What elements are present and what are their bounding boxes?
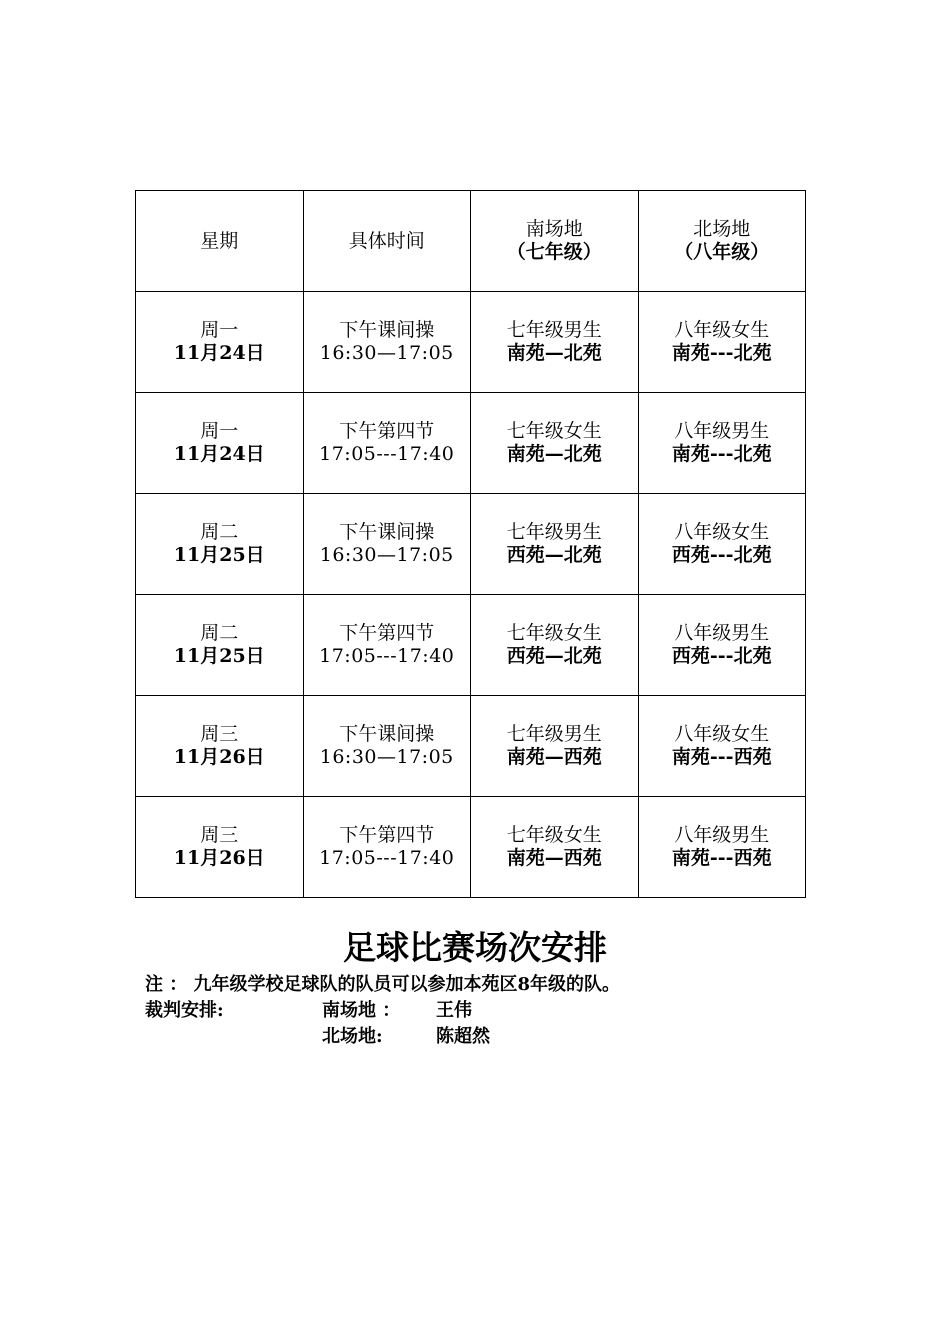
south-team: 七年级男生 — [506, 521, 602, 543]
schedule-table — [135, 190, 806, 898]
north-cell — [638, 797, 806, 898]
day-cell — [136, 292, 304, 393]
north-team: 八年级女生 — [674, 521, 770, 543]
south-match: 南苑—北苑 — [506, 342, 602, 364]
header-time — [303, 191, 471, 292]
time-cell — [303, 797, 471, 898]
south-cell — [471, 494, 639, 595]
period: 下午课间操 — [339, 521, 435, 543]
table-row — [136, 797, 806, 898]
north-match: 南苑---北苑 — [671, 443, 772, 465]
south-cell — [471, 393, 639, 494]
period: 下午课间操 — [339, 319, 435, 341]
north-match: 西苑---北苑 — [671, 645, 772, 667]
north-match: 南苑---西苑 — [671, 847, 772, 869]
time-cell — [303, 393, 471, 494]
table-row — [136, 292, 806, 393]
header-north-label: 北场地 — [693, 218, 751, 240]
north-cell — [638, 292, 806, 393]
north-match: 南苑---北苑 — [671, 342, 772, 364]
header-south-label: 南场地 — [525, 218, 583, 240]
header-north-grade: （八年级） — [674, 241, 770, 263]
time-range: 16:30—17:05 — [319, 342, 454, 364]
south-team: 七年级女生 — [506, 622, 602, 644]
weekday: 周二 — [200, 622, 239, 644]
date: 11月25日 — [173, 645, 265, 667]
table-row — [136, 494, 806, 595]
south-match: 西苑—北苑 — [506, 544, 602, 566]
period: 下午第四节 — [339, 622, 435, 644]
day-cell — [136, 595, 304, 696]
time-cell — [303, 494, 471, 595]
table-row — [136, 696, 806, 797]
south-team: 七年级女生 — [506, 420, 602, 442]
header-south-field — [471, 191, 639, 292]
weekday: 周一 — [200, 420, 239, 442]
north-cell — [638, 494, 806, 595]
table-header-row — [136, 191, 806, 292]
day-cell — [136, 696, 304, 797]
page-title: 足球比赛场次安排 — [343, 928, 607, 967]
table-row — [136, 595, 806, 696]
referee-north-label: 北场地: — [322, 1026, 383, 1047]
weekday: 周三 — [200, 824, 239, 846]
north-team: 八年级男生 — [674, 622, 770, 644]
north-match: 南苑---西苑 — [671, 746, 772, 768]
south-cell — [471, 696, 639, 797]
time-range: 17:05---17:40 — [319, 645, 455, 667]
south-match: 南苑—西苑 — [506, 847, 602, 869]
time-range: 16:30—17:05 — [319, 544, 454, 566]
north-cell — [638, 595, 806, 696]
date: 11月26日 — [173, 746, 265, 768]
period: 下午第四节 — [339, 824, 435, 846]
referee-north-name: 陈超然 — [436, 1026, 490, 1047]
period: 下午第四节 — [339, 420, 435, 442]
date: 11月25日 — [173, 544, 265, 566]
date: 11月24日 — [173, 443, 265, 465]
time-range: 17:05---17:40 — [319, 847, 455, 869]
weekday: 周二 — [200, 521, 239, 543]
referee-south-name: 王伟 — [436, 1000, 472, 1021]
time-range: 16:30—17:05 — [319, 746, 454, 768]
note-text: 注 ： 九年级学校足球队的队员可以参加本苑区8年级的队。 — [145, 974, 621, 995]
referee-label: 裁判安排: — [145, 1000, 224, 1021]
south-team: 七年级男生 — [506, 319, 602, 341]
south-cell — [471, 797, 639, 898]
north-cell — [638, 696, 806, 797]
south-match: 南苑—西苑 — [506, 746, 602, 768]
header-south-grade: （七年级） — [506, 241, 602, 263]
south-match: 南苑—北苑 — [506, 443, 602, 465]
day-cell — [136, 797, 304, 898]
date: 11月26日 — [173, 847, 265, 869]
time-cell — [303, 595, 471, 696]
header-day-label: 星期 — [200, 229, 239, 252]
date: 11月24日 — [173, 342, 265, 364]
period: 下午课间操 — [339, 723, 435, 745]
south-cell — [471, 292, 639, 393]
header-day — [136, 191, 304, 292]
day-cell — [136, 393, 304, 494]
north-team: 八年级女生 — [674, 319, 770, 341]
weekday: 周三 — [200, 723, 239, 745]
time-cell — [303, 696, 471, 797]
north-cell — [638, 393, 806, 494]
header-time-label: 具体时间 — [348, 229, 425, 252]
day-cell — [136, 494, 304, 595]
time-range: 17:05---17:40 — [319, 443, 455, 465]
south-team: 七年级男生 — [506, 723, 602, 745]
south-team: 七年级女生 — [506, 824, 602, 846]
north-match: 西苑---北苑 — [671, 544, 772, 566]
north-team: 八年级男生 — [674, 824, 770, 846]
north-team: 八年级男生 — [674, 420, 770, 442]
referee-south-label: 南场地 ： — [322, 1000, 401, 1021]
south-cell — [471, 595, 639, 696]
time-cell — [303, 292, 471, 393]
table-row — [136, 393, 806, 494]
south-match: 西苑—北苑 — [506, 645, 602, 667]
weekday: 周一 — [200, 319, 239, 341]
header-north-field — [638, 191, 806, 292]
north-team: 八年级女生 — [674, 723, 770, 745]
